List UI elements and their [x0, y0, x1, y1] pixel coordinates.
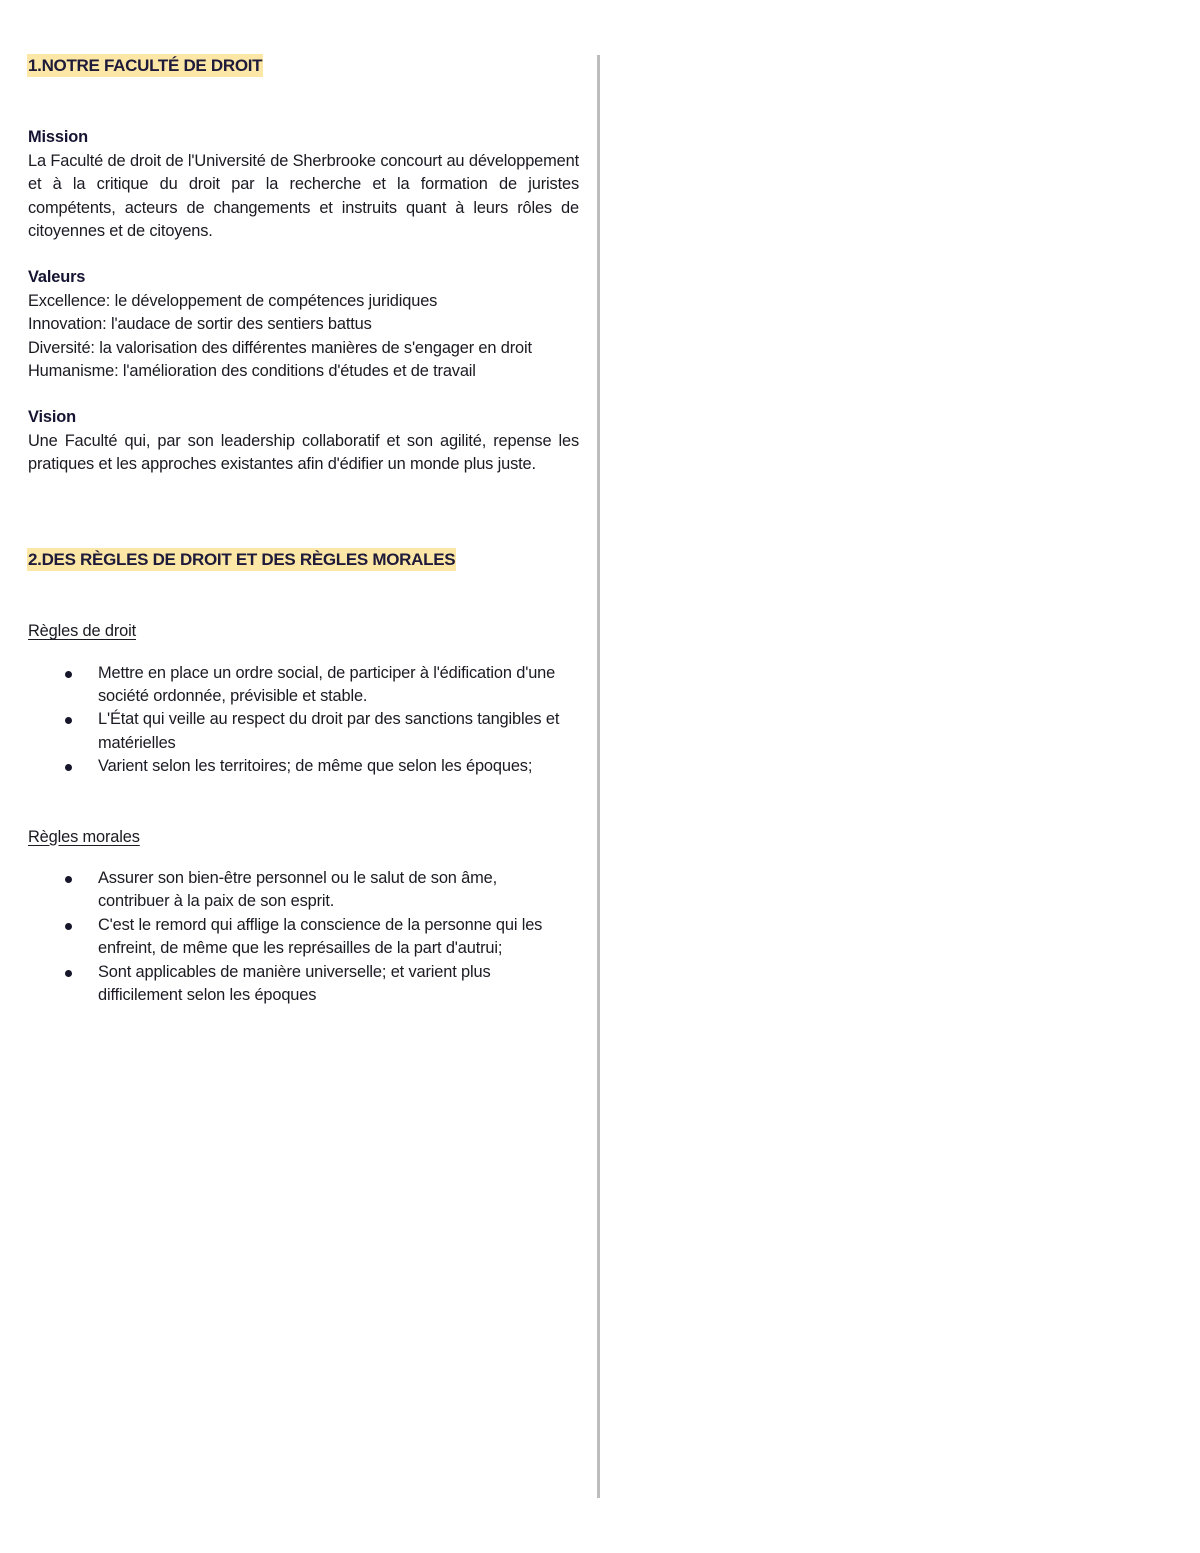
- list-item-text: C'est le remord qui afflige la conscience de la personne qui les enfreint, de même que les représailles de la part d'autrui;: [98, 915, 543, 958]
- bullet-icon: [65, 876, 72, 883]
- valeur-item: Excellence: le développement de compétences juridiques: [28, 291, 438, 310]
- regles-morales-title: Règles morales: [28, 827, 140, 846]
- valeur-item: Humanisme: l'amélioration des conditions d'études et de travail: [28, 362, 476, 381]
- mission-text: La Faculté de droit de l'Université de Sherbrooke concourt au développement et à la critique du droit par la recherche et la formation de juristes compétents, acteurs de changements et instruits quant à leurs rôles de citoyennes et de citoyens.: [28, 151, 579, 241]
- bullet-icon: [65, 717, 72, 724]
- regles-morales-list: [28, 867, 579, 1007]
- column-divider: [597, 55, 600, 1498]
- list-item: [28, 961, 579, 1008]
- list-item: [28, 867, 579, 914]
- section-1: [28, 54, 579, 477]
- section-2-heading: 2.DES RÈGLES DE DROIT ET DES RÈGLES MORALES: [28, 549, 456, 569]
- vision-text: Une Faculté qui, par son leadership collaboratif et son agilité, repense les pratiques et les approches existantes afin d'édifier un monde plus juste.: [28, 431, 579, 474]
- bullet-icon: [65, 671, 72, 678]
- list-item: [28, 708, 579, 755]
- list-item-text: Assurer son bien-être personnel ou le salut de son âme, contribuer à la paix de son esprit.: [98, 868, 498, 911]
- left-column: [28, 54, 579, 1007]
- section-1-heading: 1.NOTRE FACULTÉ DE DROIT: [28, 56, 263, 75]
- section-2: [28, 548, 579, 1008]
- regles-droit-list: [28, 662, 579, 779]
- mission-block: [28, 126, 579, 243]
- vision-title: Vision: [28, 408, 76, 427]
- list-item-text: Mettre en place un ordre social, de participer à l'édification d'une société ordonnée, prévisible et stable.: [98, 663, 556, 705]
- valeur-item: Innovation: l'audace de sortir des sentiers battus: [28, 315, 372, 334]
- valeur-item: Diversité: la valorisation des différentes manières de s'engager en droit: [28, 338, 532, 357]
- list-item: [28, 662, 579, 709]
- list-item-text: Varient selon les territoires; de même que selon les époques;: [98, 757, 533, 776]
- regles-droit-block: [28, 620, 579, 778]
- valeurs-title: Valeurs: [28, 268, 86, 287]
- bullet-icon: [65, 764, 72, 771]
- regles-morales-block: [28, 826, 579, 1008]
- list-item-text: L'État qui veille au respect du droit par des sanctions tangibles et matérielles: [98, 710, 560, 752]
- regles-droit-title: Règles de droit: [28, 622, 136, 641]
- list-item-text: Sont applicables de manière universelle; et varient plus difficilement selon les époques: [98, 962, 491, 1004]
- list-item: [28, 755, 579, 778]
- list-item: [28, 914, 579, 961]
- bullet-icon: [65, 923, 72, 930]
- vision-block: [28, 406, 579, 476]
- valeurs-block: [28, 266, 579, 383]
- mission-title: Mission: [28, 128, 88, 147]
- bullet-icon: [65, 970, 72, 977]
